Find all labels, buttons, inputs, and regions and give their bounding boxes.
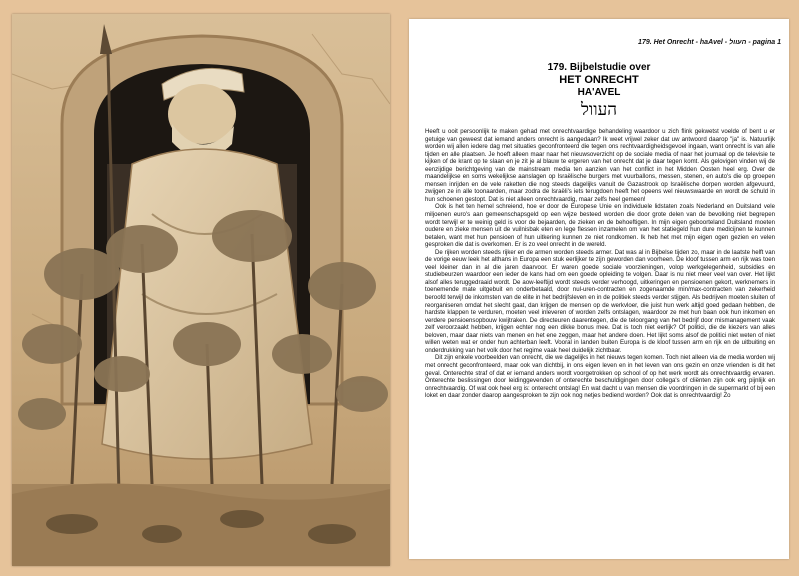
title-line3: HA'AVEL xyxy=(577,87,621,98)
title-line2: HET ONRECHT xyxy=(559,74,639,86)
title-hebrew: העוול xyxy=(580,100,618,120)
paragraph: Ook is het ten hemel schreiend, hoe er door de Europese Unie en individuele lidstaten zoals Nederland en Duitsland vele miljoenen euro's aan gemeenschapsgeld op een wijze besteed worden die door grote delen van de bevolking niet begrepen wordt terwijl er te weinig geld is voor de bejaarden, de zieken en de behoeftigen. In mijn eigen geboorteland Duitsland moeten oudere en zieke mensen uit de vuilnisbak eten en lege flessen inzamelen om van het statiegeld hun dure medicijnen te kunnen betalen, want met hun pensioen of hun uitkering kunnen ze niet rondkomen. Ik heb het met mijn eigen ogen gezien en velen gesproken die dat is overkomen. Er is zo veel onrecht in de wereld. xyxy=(425,203,775,249)
paragraph: De rijken worden steeds rijker en de armen worden steeds armer. Dat was al in Bijbelse tijden zo, maar in de laatste helft van de vorige eeuw leek het althans in Europa een stuk eerlijker te zijn geworden dan voorheen. De kloof tussen arm en rijk was toen veel kleiner dan in al die jaren daarvoor. Er waren goede sociale voorzieningen, volop werkgelegenheid, subsidies en studiebeurzen waardoor een ieder de kans had om een goede opleiding te volgen. Daar is nu niet meer veel van over. Het lijkt alsof alles teruggedraaid wordt. De aow-leeftijd wordt steeds verder verhoogd, uitkeringen en pensioenen gekort, werknemers in toenemende mate uitgebuit en onderbetaald, door nul-uren-contracten en zogenaamde min/max-contracten van zekerheid beroofd terwijl de inkomsten van de elite in het bedrijfsleven en in de politiek steeds verder stijgen. Als bedrijven moeten sluiten of reorganiseren omdat het slecht gaat, dan krijgen de mensen op de werkvloer, die juist hun werk altijd goed gedaan hebben, de hardste klappen te verduren, moeten veel inleveren of worden zelfs ontslagen, waardoor ze met hun baan ook hun inkomen en verdere pensioensopbouw kwijtraken. De directeuren daarentegen, die de teloorgang van het bedrijf door mismanagement vaak zelf veroorzaakt hebben, krijgen echter nog een dikke bonus mee. Dat is toch niet eerlijk? Of politici, die de kiezers van alles beloven, maar daar niets van menen en het ene zeggen, maar het andere doen. Het lijkt soms alsof de politici niet weten of niet willen weten wat er onder hun achterban leeft. Vooral in landen buiten Europa is de kloof tussen arm en rijk en de uitbuiting en onderdrukking van het volk door het regime vaak heel duidelijk zichtbaar. xyxy=(425,248,775,354)
paragraph: Heeft u ooit persoonlijk te maken gehad met onrechtvaardige behandeling waardoor u zich flink gekwetst voelde of bent u er getuige van geweest dat iemand anders onrecht is aangedaan? Ik weet vrijwel zeker dat uw antwoord daarop "ja" is. Natuurlijk worden wij allen iedere dag met situaties geconfronteerd die tegen ons rechtvaardigheidsgevoel ingaan, want onrecht is van alle tijden en alle plaatsen. Je hoeft alleen maar naar het nieuwsoverzicht op de sociale media of naar het journaal op de televisie te kijken of de krant op te slaan en je zit je al blauw te ergeren van het onrecht dat je daar tegen komt. Als gelovigen vinden wij de eenzijdige berichtgeving van de mainstream media ten aanzien van het conflict in het Midden Oosten heel erg. Over de maandelijkse en soms wekelijkse aanslagen op Israëlische burgers met vuurballons, messen, stenen, en auto's die op groepen mensen inrijden en de vele raketten die nog steeds dagelijks vanuit de Gazastrook op Israëlische dorpen worden afgevuurd, zwijgen ze in alle toonaarden, maar zodra de Israëli's iets terugdoen heeft het opeens wel nieuwswaarde en wordt de schuld in hun schoenen gestopt. Dat is niet alleen onrechtvaardig, maar zelfs heel gemeen! xyxy=(425,128,775,203)
paragraph: Dit zijn enkele voorbeelden van onrecht, die we dagelijks in het nieuws tegen komen. Toch niet alleen via de media worden wij met onrecht geconfronteerd, maar ook van dichtbij, in ons eigen leven en in het leven van ons gezin en onze vrienden is dit het geval. Onterechte straf of dat er iemand anders wordt voorgetrokken op school of op het werk wordt als onrechtvaardig ervaren. Onterechte beslissingen door leidinggevenden of onterechte beschuldigingen door collega's of cliënten zijn ook erg pijnlijk en onrechtvaardig. Of wat ook heel erg is: onterecht ontslag! En wat dacht u van mensen die voordringen in de supermarkt of bij een loket en daar zonder daarop aangesproken te zijn ook nog netjes bediend worden? Ook dat is onrechtvaardig! Zo xyxy=(425,354,775,400)
body-text xyxy=(425,128,775,400)
title-line1: 179. Bijbelstudie over xyxy=(547,62,651,73)
text-page xyxy=(409,19,789,559)
running-head: 179. Het Onrecht - haAvel - העוול - pagina 1 xyxy=(638,39,781,46)
title-block xyxy=(409,62,789,120)
fresco-illustration xyxy=(12,14,390,566)
